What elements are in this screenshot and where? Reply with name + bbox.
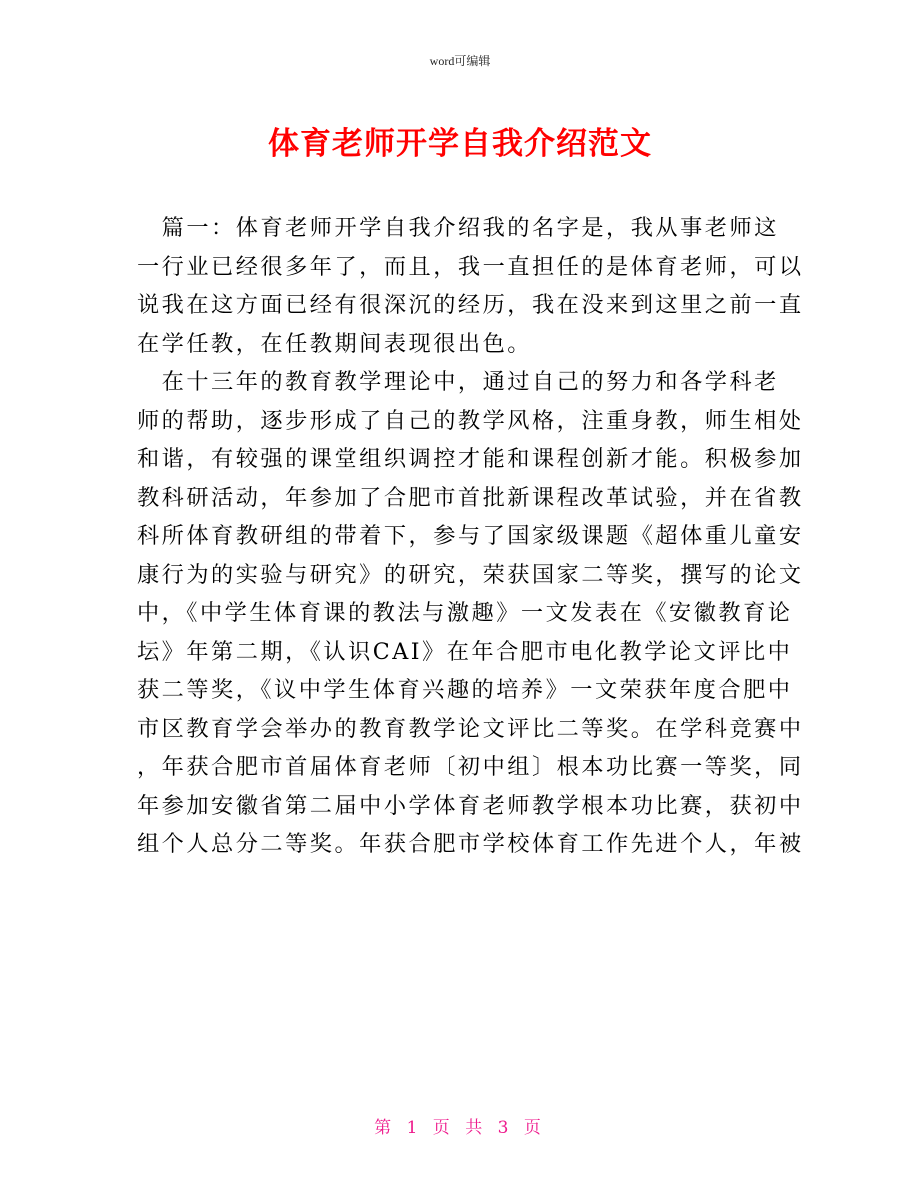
text-line: 年参加安徽省第二届中小学体育老师教学根本功比赛，获初中 — [137, 792, 804, 819]
text-line: 获二等奖，《议中学生体育兴趣的培养》一文荣获年度合肥中 — [137, 677, 793, 703]
text-line: 组个人总分二等奖。年获合肥市学校体育工作先进个人，年被 — [137, 831, 804, 857]
text-line: 坛》年第二期，《认识CAI》在年合肥市电化教学论文评比中 — [137, 638, 793, 665]
text-line: 一行业已经很多年了，而且，我一直担任的是体育老师，可以 — [137, 253, 804, 280]
text-line: 在十三年的教育教学理论中，通过自己的努力和各学科老 — [137, 369, 779, 395]
text-line: 中，《中学生体育课的教法与激趣》一文发表在《安徽教育论 — [137, 600, 793, 626]
text-line: 康行为的实验与研究》的研究，荣获国家二等奖，撰写的论文 — [137, 561, 804, 588]
text-line: 说我在这方面已经有很深沉的经历，我在没来到这里之前一直 — [137, 292, 804, 318]
text-line: ，年获合肥市首届体育老师〔初中组〕根本功比赛一等奖，同 — [137, 754, 804, 780]
document-title: 体育老师开学自我介绍范文 — [268, 126, 652, 162]
text-line: 在学任教，在任教期间表现很出色。 — [137, 330, 532, 357]
text-line: 篇一：体育老师开学自我介绍我的名字是，我从事老师这 — [137, 215, 779, 241]
document-body — [137, 209, 804, 864]
text-line: 师的帮助，逐步形成了自己的教学风格，注重身教，师生相处 — [137, 407, 804, 434]
text-line: 科所体育教研组的带着下，参与了国家级课题《超体重儿童安 — [137, 523, 804, 549]
text-line: 教科研活动，年参加了合肥市首批新课程改革试验，并在省教 — [137, 484, 804, 511]
page-number-footer: 第 1 页 共 3 页 — [374, 1118, 546, 1138]
text-line: 和谐，有较强的课堂组织调控才能和课程创新才能。积极参加 — [137, 446, 804, 472]
page-header: word可编辑 — [429, 54, 491, 68]
text-line: 市区教育学会举办的教育教学论文评比二等奖。在学科竞赛中 — [137, 715, 804, 742]
